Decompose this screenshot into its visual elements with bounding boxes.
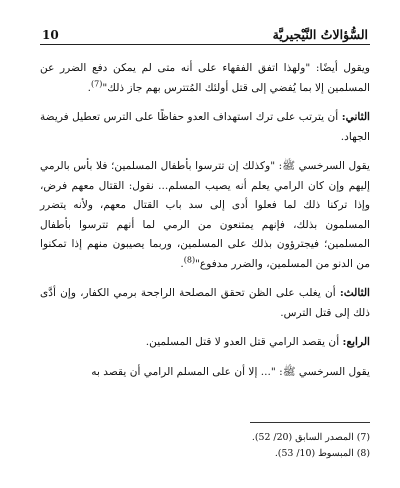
book-page xyxy=(40,20,370,472)
running-title: السُّؤالاتُ النَّيْجيريَّة xyxy=(272,27,368,42)
paragraph-text: يقول السرخسي ﷺ: "وكذلك إن تترسوا بأطفال المسلمين؛ فلا بأس بالرمي إليهم وإن كان الرامي يعلم أنه يصيب المسلم... نقول: القتال معهم فرض، وإذا تركنا ذلك لما فعلوا أدى إلى سد باب القتال معهم، ولأنه يتضرر المسلمون بذلك، فإنهم يمتنعون من الرمي لما أنهم تترسوا بأطفال المسلمين؛ فيجترؤون بذلك على المسلمين، وربما يصيبون منهم إذا تمكنوا من الدنو من المسلمين، والضرر مدفوع" xyxy=(40,160,370,270)
footnotes xyxy=(40,430,370,462)
paragraph-text: أن يترتب على ترك استهداف العدو حفاظًا على الترس تعطيل فريضة الجهاد. xyxy=(40,111,370,143)
footnote-ref: (8) xyxy=(183,254,196,264)
page-header xyxy=(40,20,370,45)
paragraph xyxy=(40,108,370,147)
paragraph-text: أن يقصد الرامي قتل العدو لا قتل المسلمين. xyxy=(145,336,343,348)
footnote: (7) المصدر السابق (20/ 52). xyxy=(251,432,370,443)
paragraph xyxy=(40,157,370,274)
paragraph xyxy=(40,333,370,353)
paragraph-lead: الثالث: xyxy=(339,287,370,299)
page-body xyxy=(40,59,370,382)
paragraph-tail: . xyxy=(180,257,184,270)
footnote-divider xyxy=(250,422,370,423)
paragraph xyxy=(40,284,370,323)
paragraph-text: ويقول أيضًا: "ولهذا اتفق الفقهاء على أنه متى لم يمكن دفع الضرر عن المسلمين إلا بما يُفضي إلى قتل أولئك المُتترس بهم جاز ذلك" xyxy=(40,62,370,94)
footnote-ref: (7) xyxy=(91,78,103,88)
paragraph-lead: الثاني: xyxy=(341,111,370,123)
paragraph-lead: الرابع: xyxy=(342,336,370,348)
paragraph xyxy=(40,59,370,98)
page-number: 10 xyxy=(42,28,59,42)
paragraph xyxy=(40,363,370,383)
footnote: (8) المبسوط (10/ 53). xyxy=(274,448,370,459)
paragraph-text: أن يغلب على الظن تحقق المصلحة الراجحة برمي الكفار، وإن أدَّى ذلك إلى قتل الترس. xyxy=(40,287,370,319)
paragraph-text: يقول السرخسي ﷺ: "... إلا أن على المسلم الرامي أن يقصد به xyxy=(91,365,370,378)
paragraph-tail: . xyxy=(87,81,92,94)
